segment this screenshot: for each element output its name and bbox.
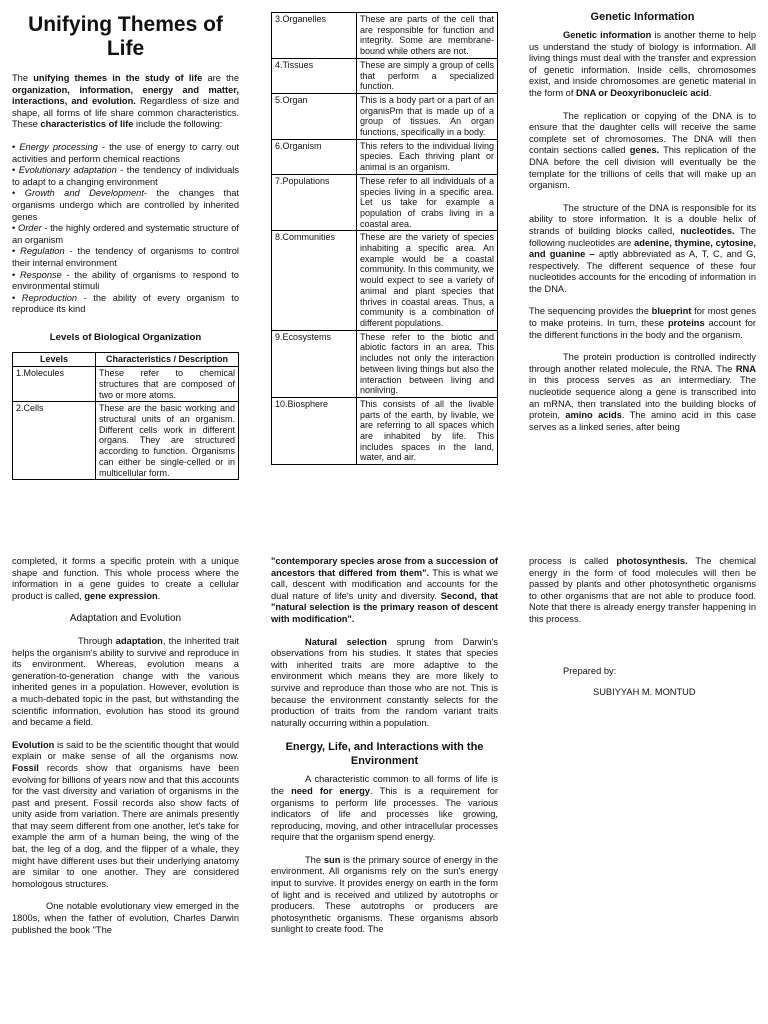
text: are the — [202, 73, 240, 83]
paragraph — [529, 203, 756, 296]
list-term: Order — [17, 223, 42, 234]
bold-text: proteins — [667, 318, 705, 329]
column-1-top — [12, 10, 239, 480]
table-row — [272, 93, 498, 139]
table-cell-desc: These are parts of the cell that are responsible for function and integrity. Some are membrane-bound while others are not. — [357, 13, 498, 59]
text: . — [157, 590, 161, 601]
paragraph — [271, 855, 498, 936]
text: . This is a requirement for organisms to perform life processes. The various indicators of life and processes like growing, reproducing, moving, and other intracellular processes require that the organism spend energy. — [271, 785, 498, 843]
bold-text: Second, that "natural selection is the primary reason of descent with modification". — [271, 590, 499, 624]
list-term: Regulation — [20, 246, 65, 257]
bullet: • — [12, 188, 16, 199]
text: , the inherited trait helps the organism's ability to survive and reproduce in its environment. Whereas, evolution means a generation-to-generation change with the various inherited genes in a population. However, evolution is a much-debated topic in the past, but withstanding the scientific information, evolution has stood its ground and became a field. — [12, 635, 239, 728]
table-cell-level: 5.Organ — [272, 93, 357, 139]
bold-text: adaptation — [115, 635, 163, 646]
bold-text: adenine, thymine, cytosine, and guanine – — [529, 237, 756, 260]
table-row — [13, 402, 239, 480]
text: Through — [78, 635, 116, 646]
column-3-bottom — [529, 556, 756, 699]
paragraph — [271, 637, 498, 730]
text: records show that organisms have been evolving for billions of years now and that this accounts for the vast diversity and variation of organisms in the past and present. Fossil records also show facts of unity aside from variation. There are animals presently that may seem different from one another, let's take for example the arm of a human being, the wing of the bat, the leg of a dog, and the flipper of a whale, they might have different uses but their underlying anatomy are similar to one another. They are considered homologous structures. — [12, 762, 239, 889]
text: is said to be the scientific thought that would explain or make sense of all the organisms now. — [12, 739, 239, 762]
table-cell-level: 1.Molecules — [13, 367, 96, 402]
table-cell-level: 9.Ecosystems — [272, 330, 357, 397]
levels-table-continued — [271, 12, 498, 465]
list-desc: - the highly ordered and systematic structure of an organism — [12, 223, 239, 245]
text: Regardless of size and shape, all forms of life share common characteristics. These — [12, 96, 240, 130]
levels-table — [12, 352, 239, 480]
genetic-information-heading: Genetic Information — [590, 11, 695, 23]
list-term: Growth and Development — [24, 188, 144, 199]
bold-text: sun — [323, 854, 341, 865]
table-row — [272, 397, 498, 464]
text: include the following: — [133, 119, 223, 130]
bold-text: Fossil — [12, 762, 39, 773]
paragraph — [529, 306, 756, 341]
text: completed, it forms a specific protein with a unique shape and function. This whole process where the information in a gene guides to create a cellular product is called, — [12, 556, 239, 601]
text: process is called — [529, 556, 617, 566]
text: This replication of the DNA before the cell division will eventually be the template for the trillions of cells that will make up an organism. — [529, 145, 757, 191]
list-term: Response — [19, 269, 62, 280]
bold-text: "contemporary species arose from a succession of ancestors that differed from them". — [271, 556, 498, 578]
table-cell-level: 10.Biosphere — [272, 397, 357, 464]
page-title: Unifying Themes of Life — [28, 13, 223, 60]
paragraph — [529, 352, 756, 433]
list-item — [12, 142, 239, 165]
table-cell-level: 8.Communities — [272, 231, 357, 330]
bold-text: characteristics of life — [40, 119, 134, 130]
bold-text: organization, information, energy and matter, interactions, and evolution. — [12, 84, 239, 107]
table-cell-desc: This consists of all the livable parts of the earth, by livable, we are referring to all spaces which are inhabited by life. This includes spaces in the land, water, and air. — [357, 397, 498, 464]
table-cell-level: 3.Organelles — [272, 13, 357, 59]
paragraph — [12, 636, 239, 729]
text: aptly abbreviated as A, T, C, and G, respectively. The different sequence of these four nucleotides accounts for the encoding of information in the DNA. — [529, 249, 756, 294]
column-1-bottom — [12, 556, 239, 947]
table-cell-level: 2.Cells — [13, 402, 96, 480]
list-item — [12, 188, 239, 223]
text: in this process serves as an intermediary. The nucleotide sequence along a gene is transcribed into an mRNA, then translated into the building blocks of protein, — [529, 375, 756, 421]
table-cell-desc: This refers to the individual living species. Each thriving plant or animal is an organism. — [357, 139, 498, 174]
text: account for the different functions in the body and the organism. — [529, 318, 756, 340]
list-item — [12, 165, 239, 188]
bold-text: amino acids — [565, 410, 622, 421]
list-item — [12, 246, 239, 269]
table-row — [272, 330, 498, 397]
text: is another theme to help us understand the study of biology is information. All living things must deal with the transfer and expression of genetic information. Inside cells, chromosomes exist, and inside chromosomes are genetic material in the form of — [529, 30, 756, 98]
bold-text: DNA or Deoxyribonucleic acid — [576, 87, 709, 98]
table-cell-desc: These refer to all individuals of a species living in a specific area. Let us take for example a population of crabs living in a coastal area. — [357, 174, 498, 231]
energy-life-heading: Energy, Life, and Interactions with the Environment — [285, 741, 484, 768]
bullet: • — [12, 165, 16, 176]
text: for most genes to make proteins. In turn, these — [529, 306, 756, 329]
text: The — [12, 73, 34, 83]
adaptation-evolution-heading: Adaptation and Evolution — [69, 613, 182, 625]
list-item — [12, 293, 239, 316]
table-row — [272, 13, 498, 59]
list-term: Energy processing — [19, 141, 98, 152]
table-cell-desc: These are the basic working and structural units of an organism. Different cells work in different organs. They are structured according to function. Organisms can either be single-celled or in multicellular form. — [96, 402, 239, 480]
list-item — [12, 223, 239, 246]
bold-text: need for energy — [291, 785, 370, 796]
paragraph: One notable evolutionary view emerged in the 1800s, when the father of evolution, Charles Darwin published the book "The — [12, 901, 239, 935]
author-name: SUBIYYAH M. MONTUD — [593, 687, 696, 698]
list-desc: - the tendency of organisms to control their internal environment — [12, 246, 239, 268]
intro-paragraph — [12, 73, 239, 131]
text: The — [305, 854, 324, 865]
characteristics-list — [12, 142, 239, 316]
table-row — [272, 139, 498, 174]
text: The structure of the DNA is responsible for its ability to store information. It is a double helix of strands of building blocks called, — [529, 202, 756, 236]
text: This is what we call, descent with modification and accounts for the dual nature of life's unity and diversity. — [271, 567, 498, 601]
bold-text: genes. — [629, 145, 660, 156]
table-row — [272, 58, 498, 93]
table-header-row — [13, 353, 239, 367]
text: . The amino acid in this case serves as a linked series, after being — [529, 410, 757, 432]
bold-text: RNA — [735, 363, 756, 374]
bullet: • — [12, 141, 16, 152]
table-cell-level: 4.Tissues — [272, 58, 357, 93]
list-desc: - the ability of every organism to reproduce its kind — [12, 292, 239, 315]
bold-text: nucleotides. — [680, 225, 735, 236]
text: The following nucleotides are — [529, 225, 756, 248]
bullet: • — [12, 292, 16, 303]
list-desc: - the changes that organisms undergo which are controlled by inherited genes — [12, 188, 239, 222]
table-cell-desc: These are the variety of species inhabiting a specific area. An example would be a coastal community. In this community, we would expect to see a variety of animal and plant species that thrives in coastal areas. Thus, a community is a combination of different populations. — [357, 231, 498, 330]
levels-heading: Levels of Biological Organization — [49, 331, 202, 343]
table-cell-desc: This is a body part or a part of an organisPm that is made up of a group of tissues. An organ functions, specifically in a body. — [357, 93, 498, 139]
prepared-by-label: Prepared by: — [563, 665, 617, 676]
table-cell-desc: These are simply a group of cells that perform a specialized function. — [357, 58, 498, 93]
table-cell-desc: These refer to the biotic and abiotic factors in an area. This includes not only the interaction between living things but also the interaction between living and nonliving. — [357, 330, 498, 397]
column-2-top — [271, 12, 498, 465]
paragraph — [12, 556, 239, 602]
text: The protein production is controlled indirectly through another related molecule, the RNA. The — [529, 352, 756, 374]
bold-text: Natural selection — [305, 636, 387, 647]
paragraph — [529, 556, 756, 626]
text: The sequencing provides the — [529, 306, 652, 317]
bold-text: blueprint — [651, 306, 692, 317]
table-cell-level: 7.Populations — [272, 174, 357, 231]
text: is the primary source of energy in the environment. All organisms rely on the sun's energy input to survive. It provides energy on earth in the form of light and is received and utilized by autotrophs or producers. These autotrophs or producers are photosynthetic organisms. These organisms absorb sunlight to create food. The — [271, 854, 498, 935]
paragraph — [271, 774, 498, 844]
bold-text: photosynthesis. — [616, 556, 688, 566]
bold-text: Genetic information — [563, 30, 652, 40]
table-row — [272, 231, 498, 330]
paragraph — [12, 740, 239, 891]
table-header-levels: Levels — [13, 353, 96, 367]
list-desc: - the tendency of individuals to adapt to a changing environment — [12, 165, 239, 187]
list-desc: - the use of energy to carry out activities and perform chemical reactions — [12, 141, 239, 164]
paragraph — [529, 111, 756, 192]
table-cell-desc: These refer to chemical structures that are composed of two or more atoms. — [96, 367, 239, 402]
bullet: • — [12, 246, 16, 257]
text: The chemical energy in the form of food molecules will then be passed by plants and other photosynthetic organisms to other organisms that are not able to produce food. Note that there is already energy transfer happening in this process. — [529, 556, 757, 624]
table-cell-level: 6.Organism — [272, 139, 357, 174]
list-term: Evolutionary adaptation — [18, 165, 117, 176]
bullet: • — [12, 223, 16, 234]
table-header-description: Characteristics / Description — [96, 353, 239, 367]
text: The replication or copying of the DNA is to ensure that the daughter cells will receive the same complete set of chromosomes. The DNA will then contain sections called — [529, 110, 756, 156]
table-row — [13, 367, 239, 402]
text: A characteristic common to all forms of life is the — [271, 774, 498, 796]
text: sprung from Darwin's observations from his studies. It states that species with inherited traits are more adaptive to the environment which means they are more likely to survive and reproduce than those who are not. This is because the environment constantly selects for the production of traits from the random variant traits naturally occurring within a population. — [271, 636, 498, 728]
paragraph — [271, 556, 498, 626]
list-item — [12, 270, 239, 293]
text: . — [708, 87, 712, 98]
list-desc: - the ability of organisms to respond to environmental stimuli — [12, 269, 239, 292]
list-term: Reproduction — [21, 292, 78, 303]
table-row — [272, 174, 498, 231]
bullet: • — [12, 269, 16, 280]
bold-text: gene expression — [84, 590, 158, 601]
column-2-bottom — [271, 556, 498, 947]
column-3-top — [529, 10, 756, 444]
paragraph — [529, 30, 756, 100]
bold-text: unifying themes in the study of life — [33, 73, 203, 83]
bold-text: Evolution — [12, 739, 55, 750]
